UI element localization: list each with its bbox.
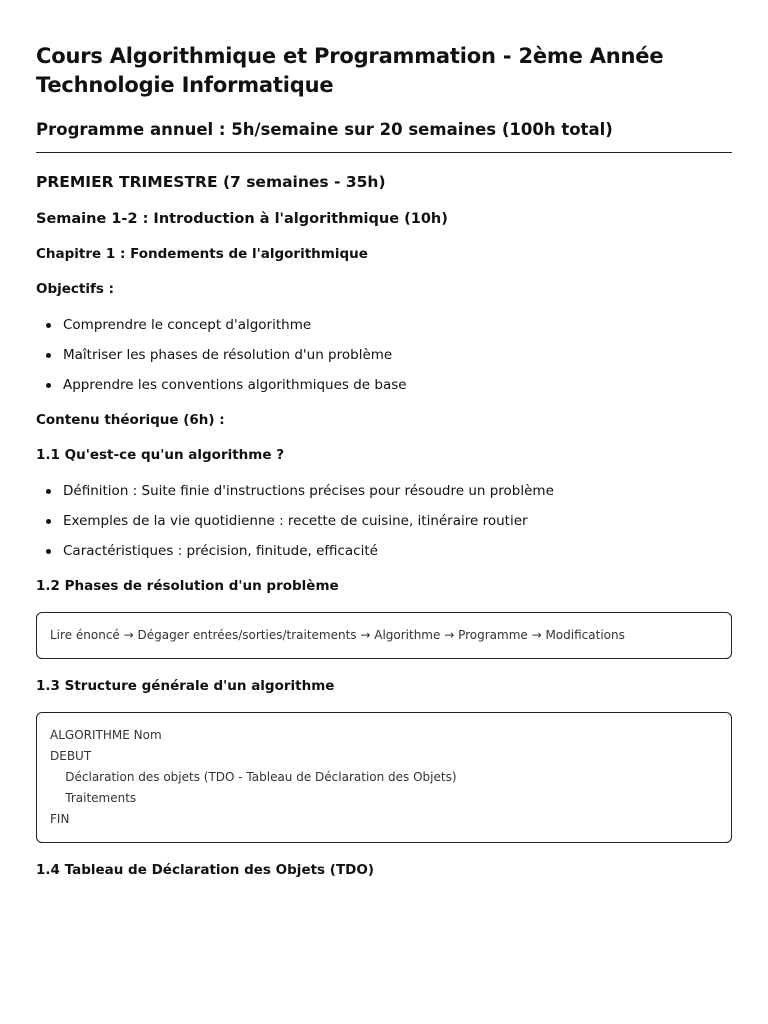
code-line: Déclaration des objets (TDO - Tableau de Déclaration des Objets) [50,770,457,784]
section-1-3-heading: 1.3 Structure générale d'un algorithme [36,678,335,694]
resolution-flow-text: Lire énoncé → Dégager entrées/sorties/traitements → Algorithme → Programme → Modifications [50,628,625,642]
list-item: Apprendre les conventions algorithmiques de base [36,375,732,395]
divider [36,152,732,153]
algorithm-structure-box [36,712,732,843]
chapter-heading: Chapitre 1 : Fondements de l'algorithmique [36,246,368,262]
resolution-flow-box [36,612,732,659]
section-1-1-heading: 1.1 Qu'est-ce qu'un algorithme ? [36,447,285,463]
section-1-4-heading: 1.4 Tableau de Déclaration des Objets (TDO) [36,862,375,878]
title-line-1: Cours Algorithmique et Programmation - 2ème Année [36,44,664,68]
section-1-2-heading: 1.2 Phases de résolution d'un problème [36,578,339,594]
objectives-label: Objectifs : [36,281,115,297]
code-line: FIN [50,812,70,826]
list-item: Maîtriser les phases de résolution d'un problème [36,345,732,365]
week-heading: Semaine 1-2 : Introduction à l'algorithmique (10h) [36,211,448,227]
content-label: Contenu théorique (6h) : [36,412,225,428]
program-subtitle: Programme annuel : 5h/semaine sur 20 semaines (100h total) [36,120,613,139]
document-title [36,42,732,100]
title-line-2: Technologie Informatique [36,73,334,97]
trimester-heading: PREMIER TRIMESTRE (7 semaines - 35h) [36,173,386,191]
list-item: Comprendre le concept d'algorithme [36,315,732,335]
list-item: Définition : Suite finie d'instructions précises pour résoudre un problème [36,481,732,501]
section-1-1-list [36,481,732,561]
list-item: Caractéristiques : précision, finitude, efficacité [36,541,732,561]
list-item: Exemples de la vie quotidienne : recette de cuisine, itinéraire routier [36,511,732,531]
code-line: Traitements [50,791,137,805]
code-line: ALGORITHME Nom [50,728,162,742]
code-line: DEBUT [50,749,92,763]
objectives-list [36,315,732,395]
